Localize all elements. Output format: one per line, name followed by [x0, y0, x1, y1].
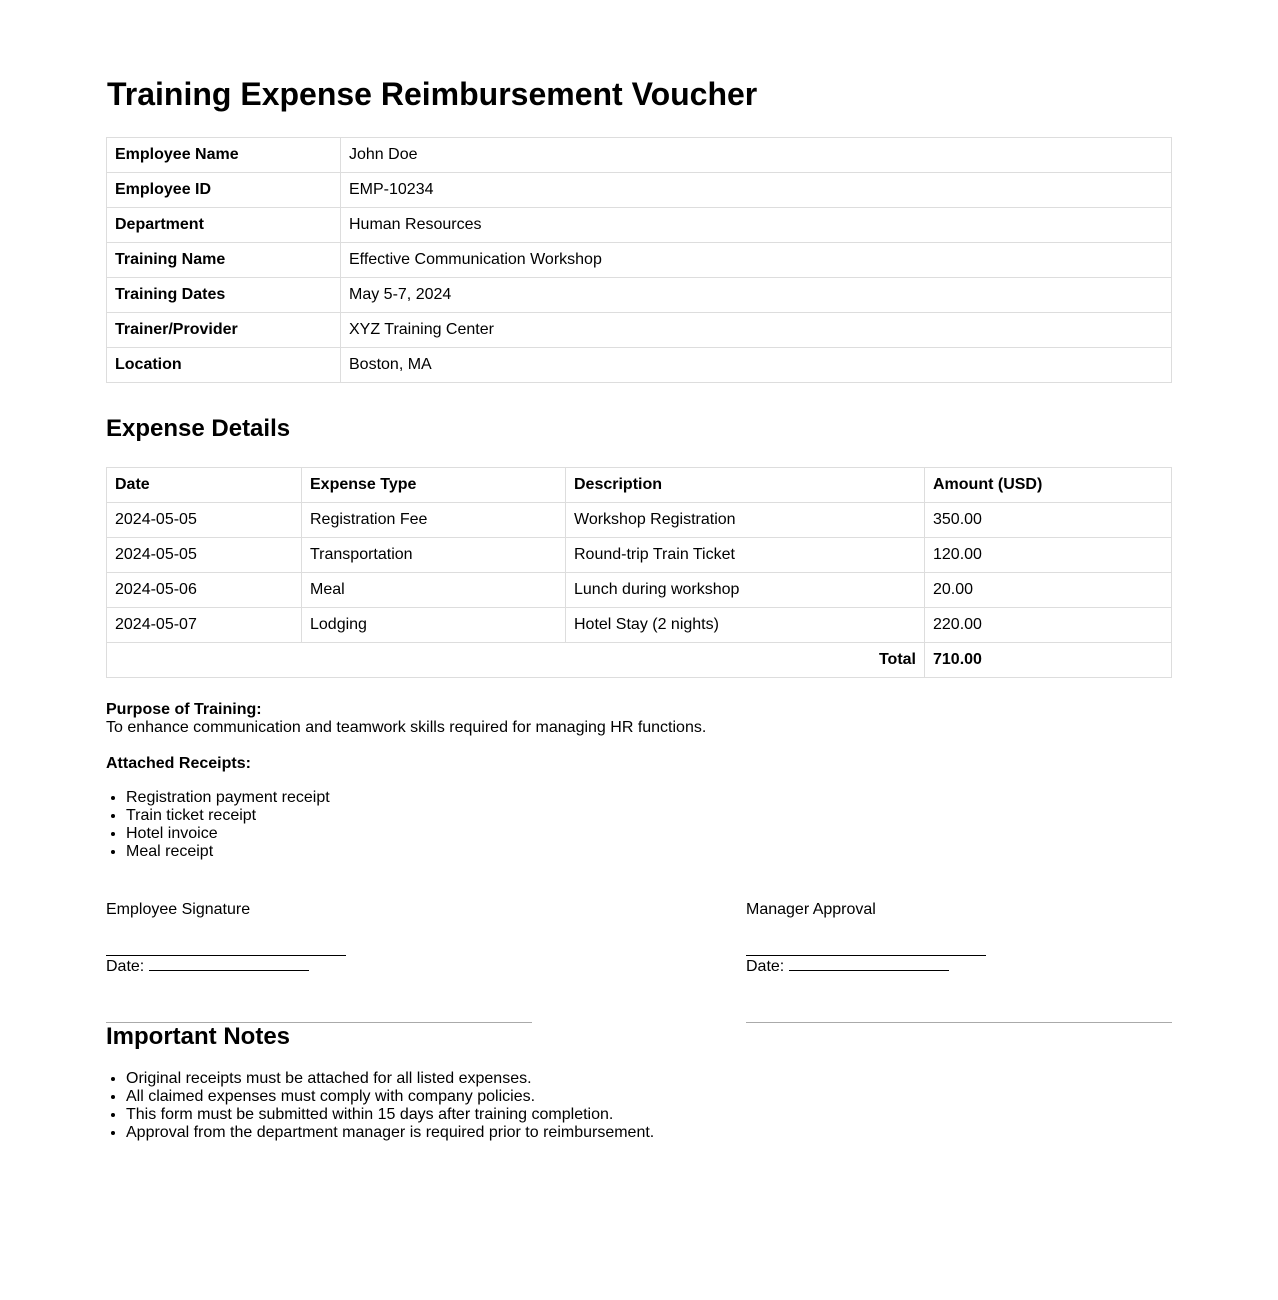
employee-signature-label: Employee Signature [106, 901, 251, 918]
info-label: Location [107, 348, 341, 383]
list-item: • Meal receipt [126, 843, 330, 861]
info-row [107, 208, 1172, 243]
cell-description: Round-trip Train Ticket [566, 538, 925, 573]
info-value: Human Resources [341, 208, 1172, 243]
info-value: Effective Communication Workshop [341, 243, 1172, 278]
list-item: • Hotel invoice [126, 825, 330, 843]
receipts-label: Attached Receipts: [106, 755, 251, 772]
list-item: • This form must be submitted within 15 days after training completion. [126, 1106, 654, 1124]
manager-approval-block [746, 901, 1172, 974]
info-row [107, 173, 1172, 208]
cell-date: 2024-05-06 [107, 573, 302, 608]
page-title: Training Expense Reimbursement Voucher [107, 76, 758, 112]
employee-signature-line[interactable] [106, 941, 346, 956]
info-value: XYZ Training Center [341, 313, 1172, 348]
info-value: EMP-10234 [341, 173, 1172, 208]
table-row [107, 503, 1172, 538]
cell-description: Hotel Stay (2 nights) [566, 608, 925, 643]
table-row [107, 573, 1172, 608]
employee-date-line[interactable] [149, 956, 309, 971]
employee-info-table [106, 137, 1172, 383]
cell-date: 2024-05-05 [107, 503, 302, 538]
total-label: Total [107, 643, 925, 678]
purpose-label: Purpose of Training: [106, 701, 262, 718]
cell-date: 2024-05-07 [107, 608, 302, 643]
cell-date: 2024-05-05 [107, 538, 302, 573]
cell-amount: 350.00 [925, 503, 1172, 538]
manager-date-row [746, 956, 1172, 974]
info-label: Employee Name [107, 138, 341, 173]
purpose-section [106, 701, 706, 737]
cell-expense-type: Meal [302, 573, 566, 608]
table-row [107, 608, 1172, 643]
total-value: 710.00 [925, 643, 1172, 678]
info-value: Boston, MA [341, 348, 1172, 383]
employee-signature-block [106, 901, 532, 974]
employee-date-row [106, 956, 532, 974]
info-row [107, 243, 1172, 278]
info-row [107, 313, 1172, 348]
cell-description: Workshop Registration [566, 503, 925, 538]
column-header-date: Date [107, 468, 302, 503]
date-label: Date: [106, 958, 145, 975]
expense-details-heading: Expense Details [106, 415, 291, 442]
info-value: May 5-7, 2024 [341, 278, 1172, 313]
cell-amount: 120.00 [925, 538, 1172, 573]
cell-expense-type: Registration Fee [302, 503, 566, 538]
cell-amount: 220.00 [925, 608, 1172, 643]
divider [746, 1022, 1172, 1023]
info-row [107, 348, 1172, 383]
expense-header-row [107, 468, 1172, 503]
list-item: • Approval from the department manager is required prior to reimbursement. [126, 1124, 654, 1142]
manager-signature-line[interactable] [746, 941, 986, 956]
total-row [107, 643, 1172, 678]
info-label: Training Dates [107, 278, 341, 313]
info-row [107, 138, 1172, 173]
list-item: • Original receipts must be attached for all listed expenses. [126, 1070, 654, 1088]
important-notes-heading: Important Notes [106, 1023, 291, 1050]
receipts-list [106, 789, 330, 861]
manager-approval-label: Manager Approval [746, 901, 876, 918]
date-label: Date: [746, 958, 785, 975]
info-label: Training Name [107, 243, 341, 278]
cell-amount: 20.00 [925, 573, 1172, 608]
info-row [107, 278, 1172, 313]
table-row [107, 538, 1172, 573]
info-label: Trainer/Provider [107, 313, 341, 348]
expense-table [106, 467, 1172, 678]
cell-expense-type: Transportation [302, 538, 566, 573]
info-value: John Doe [341, 138, 1172, 173]
notes-list [106, 1070, 654, 1142]
list-item: • Registration payment receipt [126, 789, 330, 807]
purpose-text: To enhance communication and teamwork skills required for managing HR functions. [106, 719, 707, 736]
cell-description: Lunch during workshop [566, 573, 925, 608]
column-header-amount: Amount (USD) [925, 468, 1172, 503]
list-item: • All claimed expenses must comply with company policies. [126, 1088, 654, 1106]
column-header-expense-type: Expense Type [302, 468, 566, 503]
list-item: • Train ticket receipt [126, 807, 330, 825]
manager-date-line[interactable] [789, 956, 949, 971]
info-label: Department [107, 208, 341, 243]
cell-expense-type: Lodging [302, 608, 566, 643]
column-header-description: Description [566, 468, 925, 503]
info-label: Employee ID [107, 173, 341, 208]
